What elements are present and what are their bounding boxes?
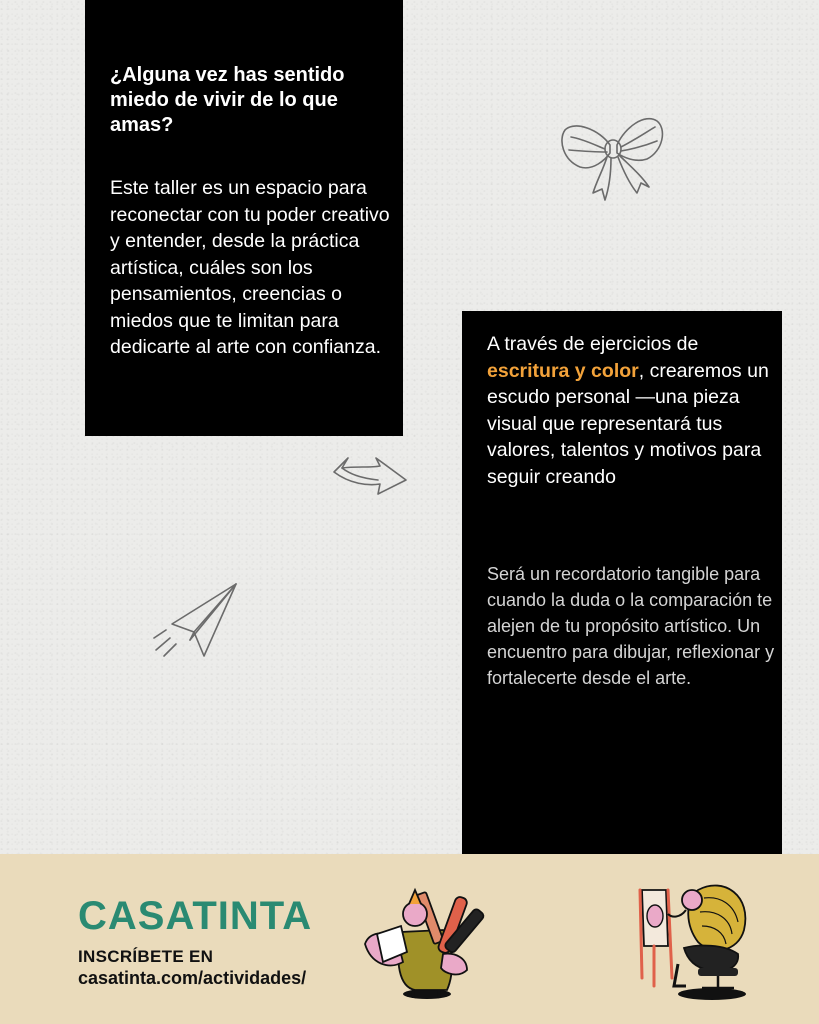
- intro-text: Este taller es un espacio para reconectar con tu poder creativo y entender, desde la práctica artística, cuáles son los pensamientos, creencias o miedos que te limitan para dedicarte al arte con confianza.: [110, 177, 390, 358]
- intro-question: ¿Alguna vez has sentido miedo de vivir de lo que amas?: [110, 64, 345, 136]
- cta-url-link[interactable]: casatinta.com/actividades/: [78, 968, 307, 988]
- casatinta-logo: CASATINTA: [78, 894, 313, 938]
- method-panel: [462, 311, 782, 854]
- method-text: [487, 331, 772, 491]
- paper-plane-icon: [150, 580, 245, 660]
- intro-panel: [85, 0, 403, 436]
- footer: [0, 854, 819, 1024]
- reminder-text: Será un recordatorio tangible para cuando la duda o la comparación te alejen de tu propósito artístico. Un encuentro para dibujar, reflexionar y fortalecerte desde el arte.: [487, 564, 775, 688]
- artist-with-pencils-illustration: [355, 882, 495, 1002]
- painter-at-easel-illustration: [628, 878, 758, 1003]
- bow-icon: [555, 105, 670, 210]
- method-highlight: escritura y color: [487, 359, 639, 382]
- cta-label: INSCRÍBETE EN: [78, 947, 214, 966]
- method-text-end: , crearemos un escudo personal —una pieza visual que representará tus valores, talentos y motivos para seguir creando: [487, 359, 769, 488]
- arrow-doodle-icon: [330, 452, 410, 500]
- method-text-start: A través de ejercicios de: [487, 333, 699, 355]
